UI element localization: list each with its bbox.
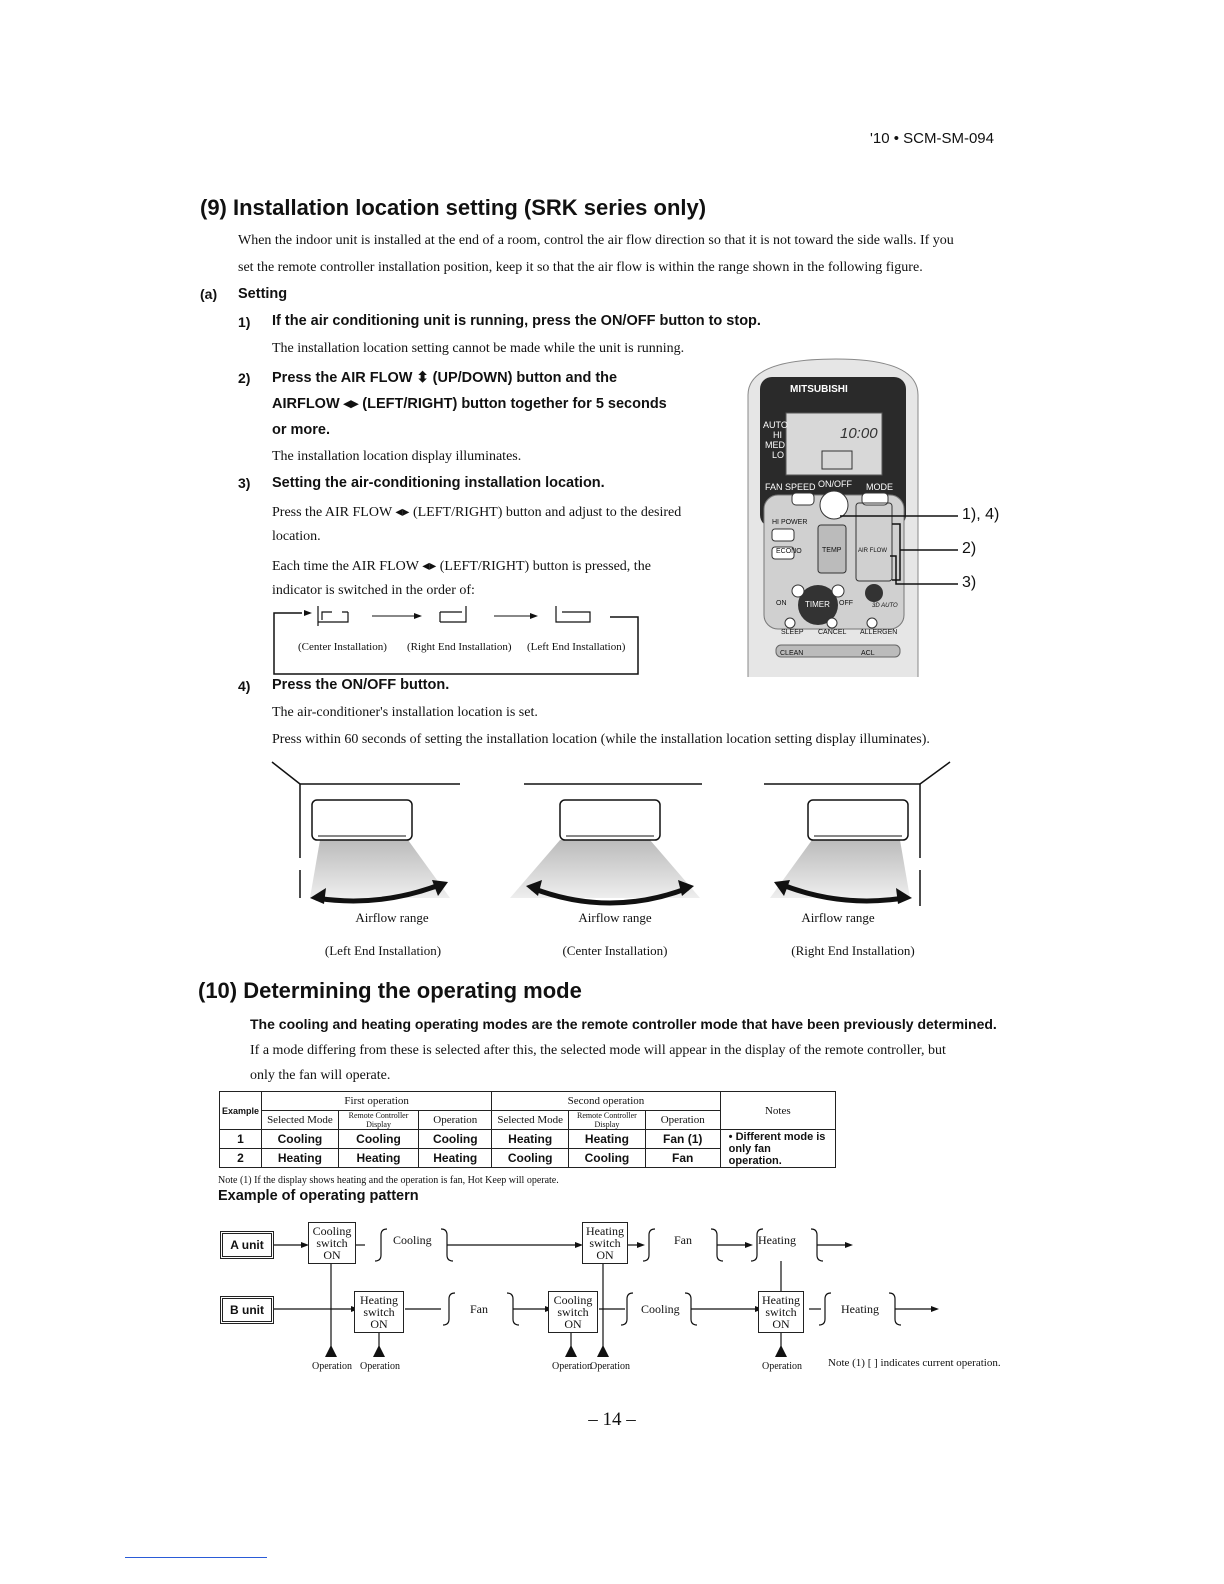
step-4-body2: Press within 60 seconds of setting the installation location (while the installation location setting display illuminates). [272, 732, 930, 747]
remote-allergen-label: ALLERGEN [860, 629, 898, 636]
operation-marker-2: Operation [360, 1361, 400, 1372]
a-heating-switch-on: Heating switch ON [582, 1222, 628, 1264]
callout-lines [830, 500, 970, 600]
operation-marker-3: Operation [552, 1361, 592, 1372]
b-heating-switch-on-2: Heating switch ON [758, 1291, 804, 1333]
a-current-fan: Fan [674, 1233, 692, 1247]
table-subheader-operation-1: Operation [419, 1111, 492, 1130]
step-3-body2-line1: Each time the AIR FLOW ◂▸ (LEFT/RIGHT) button is pressed, the [272, 559, 651, 574]
a-unit-box: A unit [220, 1231, 274, 1259]
remote-fan-speed-label: FAN SPEED [765, 482, 816, 492]
a-current-heating: Heating [758, 1233, 796, 1247]
airflow-diagrams [270, 758, 960, 918]
table-cell: 1 [220, 1130, 262, 1149]
remote-fan-level-lo: LO [772, 450, 785, 460]
table-cell: Fan (1) [645, 1130, 720, 1149]
remote-fan-level-med: MED [765, 440, 785, 450]
table-footnote: Note (1) If the display shows heating and the operation is fan, Hot Keep will operate. [218, 1175, 559, 1186]
airflow-caption-right-end: (Right End Installation) [791, 943, 915, 958]
step-3-number: 3) [238, 475, 251, 491]
step-2-title-line3: or more. [272, 422, 331, 438]
footer-divider [125, 1557, 267, 1558]
remote-temp-label: TEMP [822, 547, 842, 554]
remote-3d-auto-label: 3D AUTO [872, 603, 898, 609]
section-9-heading: (9) Installation location setting (SRK series only) [200, 195, 707, 220]
remote-clean-label: CLEAN [780, 650, 804, 657]
b-unit-box: B unit [220, 1296, 274, 1324]
order-label-left-end: (Left End Installation) [527, 641, 626, 653]
section-10-heading: (10) Determining the operating mode [198, 978, 582, 1003]
operation-marker-1: Operation [312, 1361, 352, 1372]
remote-mode-label: MODE [866, 482, 893, 492]
remote-off-label: OFF [839, 600, 853, 607]
remote-acl-label: ACL [861, 650, 875, 657]
step-4-title: Press the ON/OFF button. [272, 677, 450, 693]
remote-brand: MITSUBISHI [790, 384, 848, 395]
table-cell: Heating [262, 1149, 339, 1168]
step-2-title-line1: Press the AIR FLOW ⬍ (UP/DOWN) button and the [272, 370, 618, 386]
airflow-caption-center: (Center Installation) [562, 943, 668, 958]
step-1-body: The installation location setting cannot be made while the unit is running. [272, 341, 685, 356]
operation-marker-5: Operation [762, 1361, 802, 1372]
remote-on-off-label: ON/OFF [818, 479, 852, 489]
airflow-range-label-center: Airflow range [578, 910, 652, 925]
b-heating-switch-on: Heating switch ON [354, 1291, 404, 1333]
operating-pattern-title: Example of operating pattern [218, 1188, 419, 1204]
step-4-number: 4) [238, 678, 251, 694]
callout-2: 2) [962, 540, 977, 557]
step-1-number: 1) [238, 314, 251, 330]
remote-timer-label: TIMER [805, 600, 830, 609]
table-subheader-selected-mode-2: Selected Mode [492, 1111, 569, 1130]
table-cell: Cooling [419, 1130, 492, 1149]
step-3-body2-line2: indicator is switched in the order of: [272, 583, 475, 598]
b-current-fan: Fan [470, 1302, 488, 1316]
callout-3: 3) [962, 574, 977, 591]
subsection-a-label: (a) [200, 286, 218, 302]
a-current-cooling: Cooling [393, 1233, 432, 1247]
document-code: '10 • SCM-SM-094 [870, 130, 994, 147]
airflow-range-label-right: Airflow range [801, 910, 875, 925]
table-note-cell: • Different mode is only fan operation. [720, 1130, 835, 1168]
installation-order-diagram [270, 602, 640, 678]
operation-marker-4: Operation [590, 1361, 630, 1372]
b-current-heating: Heating [841, 1302, 879, 1316]
remote-econo-label: ECONO [776, 548, 802, 555]
table-row [220, 1130, 836, 1149]
a-cooling-switch-on: Cooling switch ON [308, 1222, 356, 1264]
remote-sleep-label: SLEEP [781, 629, 804, 636]
table-subheader-remote-display-2: Remote Controller Display [569, 1111, 646, 1130]
table-header-first-operation: First operation [262, 1092, 492, 1111]
table-cell: Cooling [569, 1149, 646, 1168]
remote-on-label: ON [776, 600, 787, 607]
step-3-title: Setting the air-conditioning installation location. [272, 475, 605, 491]
step-3-body1-line1: Press the AIR FLOW ◂▸ (LEFT/RIGHT) button and adjust to the desired [272, 505, 682, 520]
table-cell: Heating [338, 1149, 418, 1168]
step-3-body1-line2: location. [272, 529, 321, 544]
step-2-body: The installation location display illuminates. [272, 449, 522, 464]
remote-fan-level-hi: HI [773, 430, 782, 440]
flow-note: Note (1) [ ] indicates current operation. [828, 1357, 1001, 1369]
airflow-caption-left-end: (Left End Installation) [324, 943, 442, 958]
table-subheader-operation-2: Operation [645, 1111, 720, 1130]
b-current-cooling: Cooling [641, 1302, 680, 1316]
table-header-notes: Notes [720, 1092, 835, 1130]
remote-cancel-label: CANCEL [818, 629, 847, 636]
b-cooling-switch-on: Cooling switch ON [548, 1291, 598, 1333]
table-cell: Cooling [338, 1130, 418, 1149]
table-cell: Heating [569, 1130, 646, 1149]
table-cell: Heating [419, 1149, 492, 1168]
order-label-center: (Center Installation) [298, 641, 387, 653]
section-9-intro-line1: When the indoor unit is installed at the end of a room, control the air flow direction so that it is not toward the side walls. If you [238, 233, 954, 248]
step-2-title-line2: AIRFLOW ◂▸ (LEFT/RIGHT) button together for 5 seconds [272, 396, 667, 412]
page-number: – 14 – [588, 1409, 636, 1430]
table-cell: Cooling [492, 1149, 569, 1168]
step-1-title: If the air conditioning unit is running, press the ON/OFF button to stop. [272, 313, 761, 329]
table-cell: 2 [220, 1149, 262, 1168]
table-subheader-selected-mode-1: Selected Mode [262, 1111, 339, 1130]
remote-hi-power-label: HI POWER [772, 519, 808, 526]
step-4-body1: The air-conditioner's installation location is set. [272, 705, 538, 720]
table-header-example: Example [220, 1092, 262, 1130]
table-subheader-remote-display-1: Remote Controller Display [338, 1111, 418, 1130]
subsection-a-title: Setting [238, 286, 288, 302]
section-10-body-line1: If a mode differing from these is selected after this, the selected mode will appear in the display of the remote controller, but [250, 1043, 946, 1058]
step-2-number: 2) [238, 370, 251, 386]
section-9-intro-line2: set the remote controller installation position, keep it so that the air flow is within the range shown in the following figure. [238, 260, 923, 275]
table-cell: Cooling [262, 1130, 339, 1149]
table-cell: Fan [645, 1149, 720, 1168]
remote-fan-level-auto: AUTO [763, 420, 788, 430]
operating-mode-table [219, 1091, 836, 1168]
remote-time-display: 10:00 [840, 425, 878, 442]
airflow-range-label-left: Airflow range [355, 910, 429, 925]
section-10-body-line2: only the fan will operate. [250, 1068, 391, 1083]
remote-air-flow-label: AIR FLOW [858, 548, 888, 554]
table-header-second-operation: Second operation [492, 1092, 720, 1111]
section-10-lead: The cooling and heating operating modes are the remote controller mode that have been previously determined. [250, 1016, 997, 1032]
callout-1-4: 1), 4) [962, 506, 1000, 523]
order-label-right-end: (Right End Installation) [407, 641, 512, 653]
table-cell: Heating [492, 1130, 569, 1149]
